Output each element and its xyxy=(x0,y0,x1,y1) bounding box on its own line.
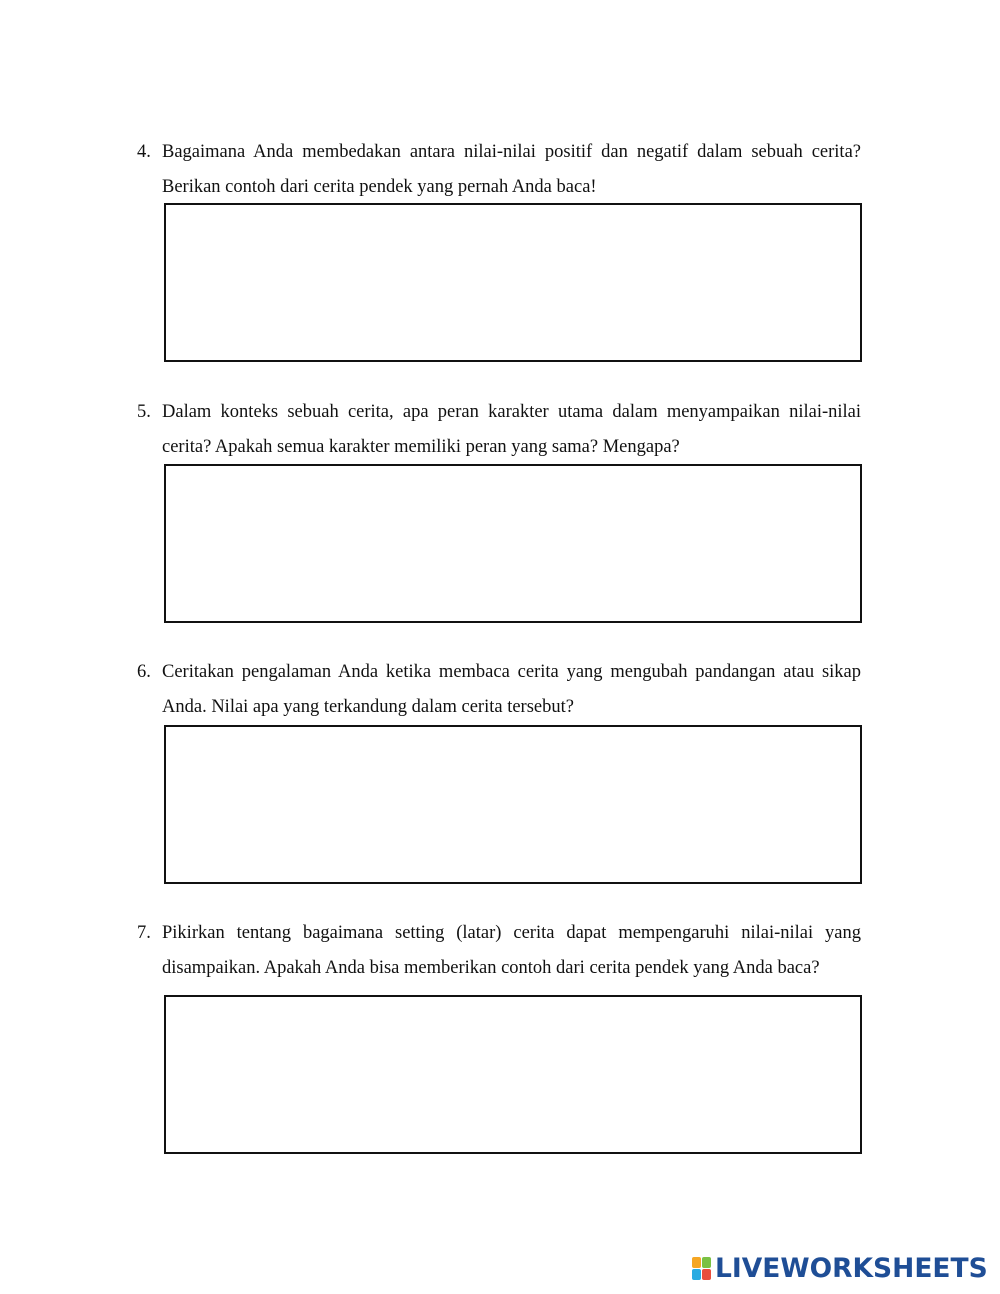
question-text: Bagaimana Anda membedakan antara nilai-nilai positif dan negatif dalam sebuah cerita? Berikan contoh dari cerita pendek yang pernah Anda baca! xyxy=(162,142,861,197)
question-5 xyxy=(137,395,861,465)
liveworksheets-logo xyxy=(692,1254,988,1284)
answer-box-6[interactable] xyxy=(164,725,862,884)
question-number: 7. xyxy=(137,923,151,943)
logo-text: LIVEWORKSHEETS xyxy=(715,1253,988,1284)
question-text: Ceritakan pengalaman Anda ketika membaca cerita yang mengubah pandangan atau sikap Anda. Nilai apa yang terkandung dalam cerita tersebut? xyxy=(162,662,861,717)
answer-box-4[interactable] xyxy=(164,203,862,362)
question-text: Pikirkan tentang bagaimana setting (latar) cerita dapat mempengaruhi nilai-nilai yang disampaikan. Apakah Anda bisa memberikan contoh dari cerita pendek yang Anda baca? xyxy=(162,923,861,978)
question-number: 5. xyxy=(137,402,151,422)
logo-tile xyxy=(692,1257,701,1268)
question-4 xyxy=(137,135,861,205)
question-text: Dalam konteks sebuah cerita, apa peran karakter utama dalam menyampaikan nilai-nilai cerita? Apakah semua karakter memiliki peran yang sama? Mengapa? xyxy=(162,402,861,457)
question-number: 6. xyxy=(137,662,151,682)
question-number: 4. xyxy=(137,142,151,162)
answer-box-7[interactable] xyxy=(164,995,862,1154)
logo-tile xyxy=(702,1269,711,1280)
logo-tile xyxy=(702,1257,711,1268)
question-6 xyxy=(137,655,861,725)
question-7 xyxy=(137,916,861,986)
answer-box-5[interactable] xyxy=(164,464,862,623)
logo-mark-icon xyxy=(692,1257,712,1281)
logo-tile xyxy=(692,1269,701,1280)
